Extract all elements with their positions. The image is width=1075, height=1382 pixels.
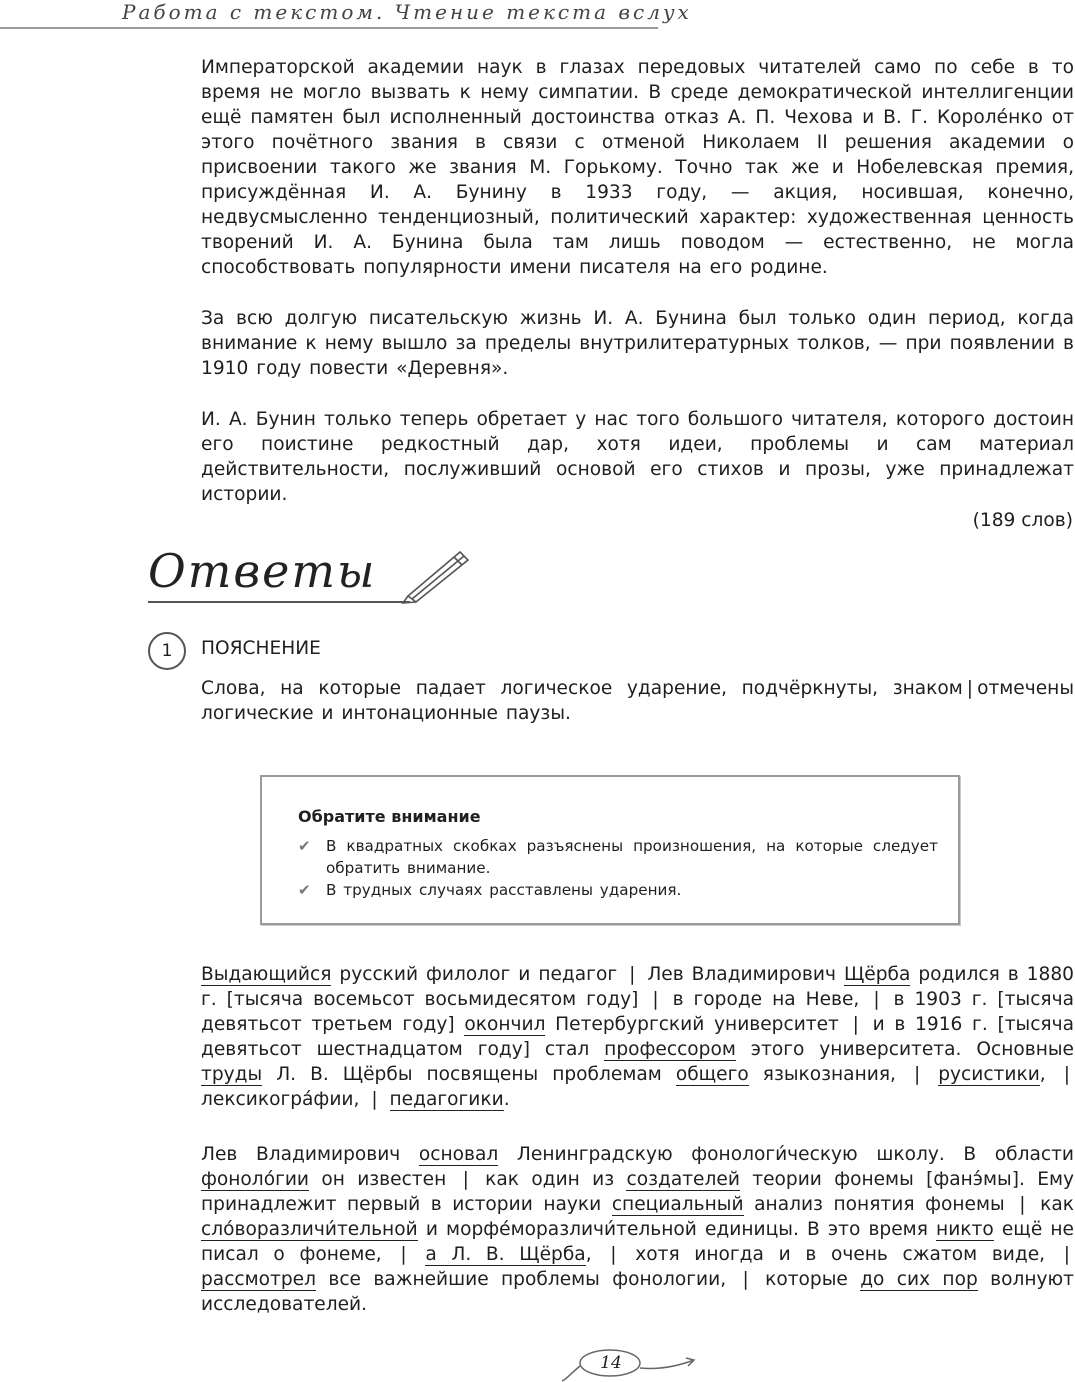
- stressed-word: до сих пор: [860, 1269, 978, 1290]
- checkmark-icon: ✔: [298, 881, 311, 899]
- stressed-word: а Л. В. Щёрба: [425, 1244, 586, 1265]
- answer-paragraph-2: Лев Владимирович основал Ленинградскую фонологи́ческую школу. В области фоноло́гии он известен | как один из создателей теории фонемы [фанэ́мы]. Ему принадлежит первый в истории науки специальный анализ понятия фонемы | как сло́воразличи́тельной и морфе́моразличи́тельной единицы. В это время никто ещё не писал о фонеме, | а Л. В. Щёрба, | хотя иногда и в очень сжатом виде, | рассмотрел все важнейшие проблемы фонологии, | которые до сих пор волнуют исследователей.: [201, 1144, 1075, 1315]
- text-paragraph: Императорской академии наук в глазах передовых читателей само по себе в то время не могло вызвать к нему симпатии. В среде демократической интеллигенции ещё памятен был исполненный достоинства отказ А. П. Чехова и В. Г. Короле́нко от этого почётного звания в связи с отменой Николаем II решения академии о присвоении такого же звания М. Горькому. Точно так же и Нобелевская премия, присуждённая И. А. Бунину в 1933 году, — акция, носившая, конечно, недвусмысленно тенденциозный, политический характер: художественная ценность творений И. А. Бунина была там лишь поводом — естественно, не могла способствовать популярности имени писателя на его родине.: [201, 57, 1074, 278]
- stressed-word: создателей: [626, 1169, 740, 1190]
- pause-mark: |: [400, 1244, 407, 1265]
- stressed-word: общего: [675, 1064, 749, 1085]
- stressed-word: рассмотрел: [201, 1269, 317, 1290]
- text-paragraph: За всю долгую писательскую жизнь И. А. Бунина был только один период, когда внимание к нему вышло за пределы внутрилитературных толков, — при появлении в 1910 году повести «Деревня».: [201, 308, 1074, 379]
- word-count: (189 слов): [972, 510, 1073, 531]
- stressed-word: специальный: [611, 1194, 744, 1215]
- stressed-word: Щёрба: [843, 964, 911, 985]
- pause-mark: |: [629, 964, 636, 985]
- pause-mark: |: [610, 1244, 617, 1265]
- note-item: ✔ В трудных случаях расставлены ударения.: [298, 881, 682, 899]
- stressed-word: педагогики: [389, 1089, 504, 1110]
- stressed-word: профессором: [604, 1039, 736, 1060]
- page-header-title: Работа с текстом. Чтение текста вслух: [122, 0, 692, 24]
- pause-mark: |: [913, 1064, 921, 1085]
- answers-heading: Ответы: [148, 544, 377, 598]
- stressed-word: труды: [201, 1064, 263, 1085]
- item-number-badge: 1: [148, 632, 186, 670]
- pause-mark: |: [742, 1269, 749, 1290]
- stressed-word: русистики: [938, 1064, 1040, 1085]
- note-box: [260, 775, 960, 925]
- pencil-icon: [398, 544, 474, 604]
- text-paragraph: И. А. Бунин только теперь обретает у нас того большого читателя, которого достоин его поистине редкостный дар, хотя идеи, проблемы и сам материал действительности, послуживший основой его стихов и прозы, уже принадлежат истории.: [201, 409, 1074, 505]
- pause-mark: |: [371, 1089, 378, 1110]
- pause-mark: |: [1063, 1244, 1070, 1265]
- header-rule: [0, 27, 658, 29]
- note-title: Обратите внимание: [298, 807, 481, 826]
- stressed-word: основал: [418, 1144, 499, 1165]
- pause-mark: |: [873, 989, 880, 1010]
- answer-paragraph-1: Выдающийся русский филолог и педагог | Лев Владимирович Щёрба родился в 1880 г. [тысяча восемьсот восьмидесятом году] | в городе на Неве, | в 1903 г. [тысяча девятьсот третьем году] окончил Петербургский университет | и в 1916 г. [тысяча девятьсот шестнадцатом году] стал профессором этого университета. Основные труды Л. В. Щёрбы посвящены проблемам общего языкознания, | русистики, | лексикогра́фии, | педагогики.: [201, 964, 1075, 1110]
- note-item: ✔ В квадратных скобках разъяснены произношения, на которые следует обратить внимание.: [298, 837, 938, 877]
- page-number: 14: [600, 1353, 622, 1373]
- stressed-word: сло́воразличи́тельной: [201, 1219, 418, 1240]
- pause-mark: |: [1063, 1064, 1070, 1085]
- section-label: ПОЯСНЕНИЕ: [201, 638, 321, 659]
- pause-mark: |: [462, 1169, 469, 1190]
- stressed-word: фоноло́гии: [201, 1169, 310, 1190]
- stressed-word: окончил: [464, 1014, 546, 1035]
- intro-paragraph: Слова, на которые падает логическое ударение, подчёркнуты, знаком | отмечены логические и интонационные паузы.: [201, 678, 1074, 724]
- checkmark-icon: ✔: [298, 837, 311, 855]
- stressed-word: никто: [936, 1219, 994, 1240]
- stressed-word: Выдающийся: [201, 964, 332, 985]
- answers-heading-rule: [148, 601, 410, 603]
- pause-mark: |: [966, 678, 974, 699]
- pause-mark: |: [1019, 1194, 1026, 1215]
- pause-mark: |: [652, 989, 659, 1010]
- pause-mark: |: [852, 1014, 859, 1035]
